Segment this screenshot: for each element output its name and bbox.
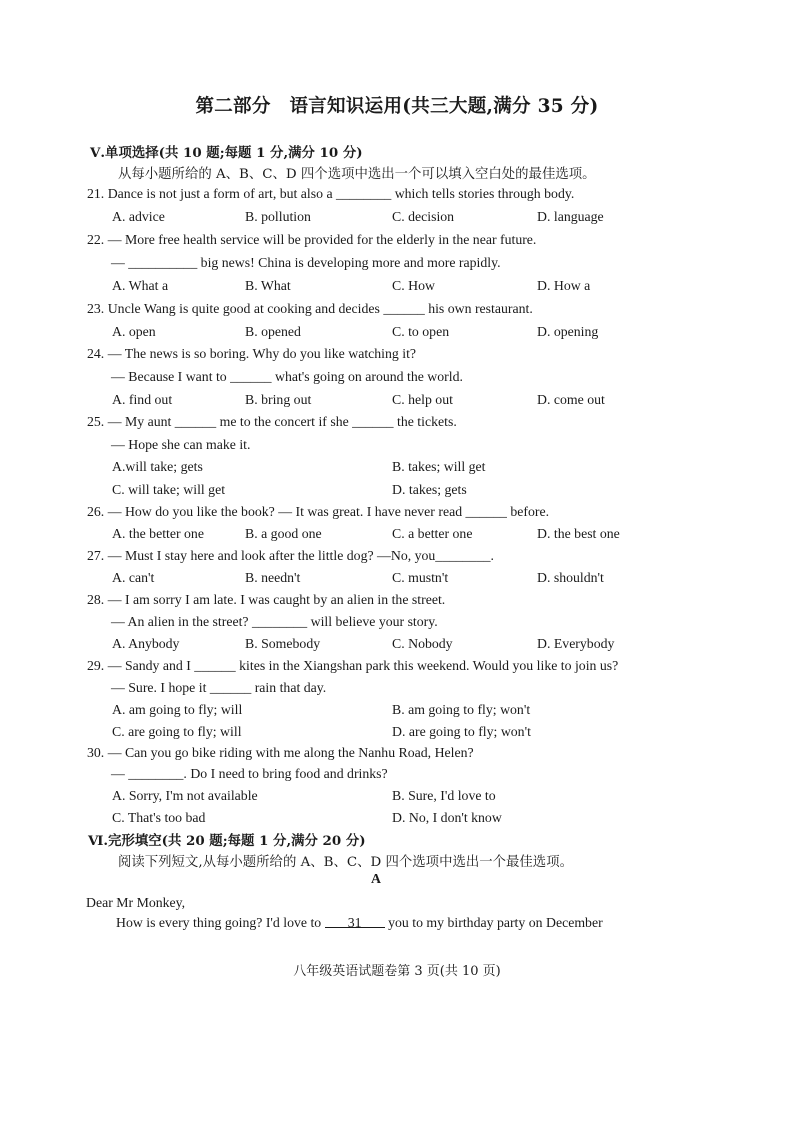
- option-c: C. That's too bad: [112, 810, 206, 825]
- option-d: D. No, I don't know: [392, 810, 502, 825]
- question-number: 21.: [87, 186, 105, 201]
- question-text: — The news is so boring. Why do you like watching it?: [107, 346, 417, 361]
- option-b: B. What: [245, 278, 291, 293]
- question-29-stem: [87, 658, 618, 674]
- blank-number: 31: [347, 915, 362, 930]
- question-28-reply: — An alien in the street? ________ will believe your story.: [111, 614, 438, 629]
- option-c: C. decision: [392, 209, 455, 224]
- question-number: 28.: [87, 592, 105, 607]
- option-d: D. shouldn't: [537, 570, 604, 585]
- option-d: D. takes; gets: [392, 482, 467, 497]
- question-22-reply: — __________ big news! China is developing more and more rapidly.: [111, 255, 501, 270]
- option-c: C. mustn't: [392, 570, 449, 585]
- option-d: D. language: [537, 209, 604, 224]
- question-text: — Must I stay here and look after the little dog? —No, you________.: [107, 548, 494, 563]
- question-24-stem: [87, 346, 416, 362]
- question-number: 23.: [87, 301, 105, 316]
- option-a: A.will take; gets: [112, 459, 203, 474]
- option-b: B. opened: [245, 324, 301, 339]
- question-number: 29.: [87, 658, 105, 673]
- question-29-reply: — Sure. I hope it ______ rain that day.: [111, 680, 327, 695]
- page-footer: 八年级英语试题卷第 3 页(共 10 页): [293, 964, 501, 979]
- option-c: C. a better one: [392, 526, 473, 541]
- option-a: A. advice: [112, 209, 165, 224]
- option-d: D. are going to fly; won't: [392, 724, 531, 739]
- option-a: A. the better one: [112, 526, 204, 541]
- question-number: 22.: [87, 232, 105, 247]
- question-25-stem: [87, 414, 457, 430]
- question-28-stem: [87, 592, 445, 608]
- option-c: C. Nobody: [392, 636, 453, 651]
- question-27-stem: [87, 548, 494, 564]
- option-d: D. come out: [537, 392, 605, 407]
- question-24-reply: — Because I want to ______ what's going on around the world.: [111, 369, 463, 384]
- question-30-reply: — ________. Do I need to bring food and drinks?: [111, 766, 388, 781]
- section-6-heading: Ⅵ.完形填空(共 20 题;每题 1 分,满分 20 分): [88, 833, 366, 849]
- option-d: D. How a: [537, 278, 591, 293]
- passage-line-1: [116, 915, 603, 931]
- option-c: C. are going to fly; will: [112, 724, 242, 739]
- option-d: D. Everybody: [537, 636, 615, 651]
- option-d: D. opening: [537, 324, 599, 339]
- blank-31: [325, 915, 385, 928]
- question-23-stem: [87, 301, 533, 317]
- question-number: 27.: [87, 548, 105, 563]
- option-b: B. am going to fly; won't: [392, 702, 531, 717]
- letter-salutation: Dear Mr Monkey,: [86, 895, 186, 910]
- option-c: C. How: [392, 278, 435, 293]
- option-c: C. help out: [392, 392, 453, 407]
- option-b: B. takes; will get: [392, 459, 486, 474]
- question-26-stem: [87, 504, 549, 520]
- question-text: — My aunt ______ me to the concert if she ______ the tickets.: [107, 414, 457, 429]
- question-text: — I am sorry I am late. I was caught by an alien in the street.: [107, 592, 446, 607]
- question-number: 24.: [87, 346, 105, 361]
- question-text: Uncle Wang is quite good at cooking and decides ______ his own restaurant.: [107, 301, 533, 316]
- question-21-stem: [87, 186, 574, 202]
- option-b: B. Somebody: [245, 636, 321, 651]
- section-5-instruction: 从每小题所给的 A、B、C、D 四个选项中选出一个可以填入空白处的最佳选项。: [118, 167, 596, 182]
- option-b: B. needn't: [245, 570, 301, 585]
- passage-text: you to my birthday party on December: [388, 915, 603, 930]
- option-a: A. am going to fly; will: [112, 702, 243, 717]
- option-b: B. bring out: [245, 392, 312, 407]
- option-b: B. Sure, I'd love to: [392, 788, 496, 803]
- option-a: A. can't: [112, 570, 155, 585]
- question-22-stem: [87, 232, 536, 248]
- section-5-heading: Ⅴ.单项选择(共 10 题;每题 1 分,满分 10 分): [90, 145, 363, 161]
- option-a: A. Anybody: [112, 636, 180, 651]
- question-text: — More free health service will be provided for the elderly in the near future.: [107, 232, 537, 247]
- question-number: 25.: [87, 414, 105, 429]
- passage-label: A: [371, 871, 381, 886]
- question-text: Dance is not just a form of art, but also a ________ which tells stories through body.: [107, 186, 575, 201]
- option-c: C. to open: [392, 324, 450, 339]
- question-number: 30.: [87, 745, 105, 760]
- question-30-stem: [87, 745, 474, 761]
- option-a: A. find out: [112, 392, 173, 407]
- question-25-reply: — Hope she can make it.: [111, 437, 251, 452]
- section-6-instruction: 阅读下列短文,从每小题所给的 A、B、C、D 四个选项中选出一个最佳选项。: [118, 855, 573, 870]
- option-a: A. What a: [112, 278, 169, 293]
- passage-text: How is every thing going? I'd love to: [116, 915, 322, 930]
- question-text: — Can you go bike riding with me along the Nanhu Road, Helen?: [107, 745, 474, 760]
- option-a: A. open: [112, 324, 156, 339]
- option-c: C. will take; will get: [112, 482, 226, 497]
- option-b: B. pollution: [245, 209, 311, 224]
- question-text: — Sandy and I ______ kites in the Xiangshan park this weekend. Would you like to join us?: [107, 658, 619, 673]
- option-d: D. the best one: [537, 526, 620, 541]
- question-number: 26.: [87, 504, 105, 519]
- page-title: 第二部分 语言知识运用(共三大题,满分 35 分): [195, 96, 599, 117]
- question-text: — How do you like the book? — It was great. I have never read ______ before.: [107, 504, 550, 519]
- option-b: B. a good one: [245, 526, 322, 541]
- option-a: A. Sorry, I'm not available: [112, 788, 258, 803]
